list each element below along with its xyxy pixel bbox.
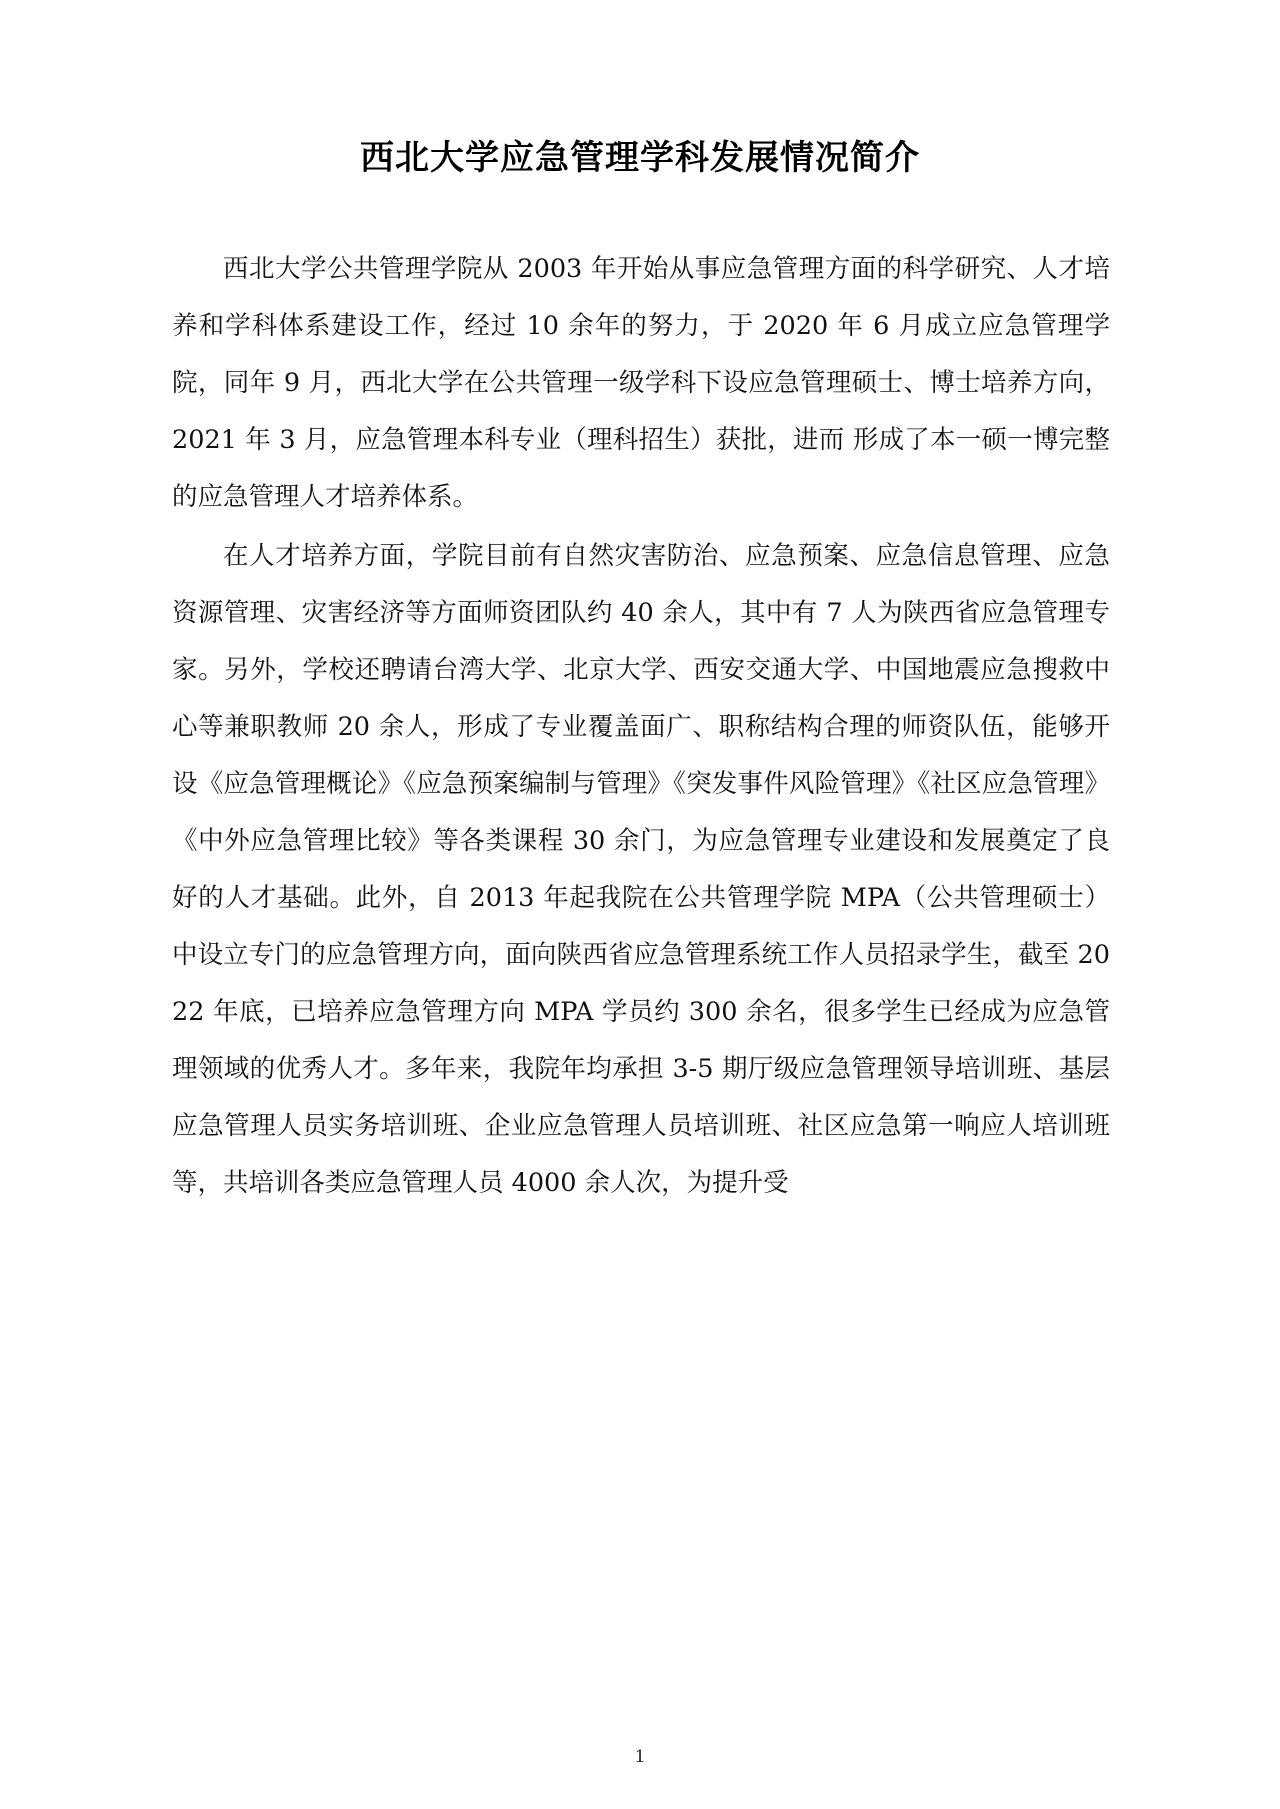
paragraph: 西北大学公共管理学院从 2003 年开始从事应急管理方面的科学研究、人才培养和学科体系建设工作，经过 10 余年的努力，于 2020 年 6 月成立应急管理学院，同年 9 月，西北大学在公共管理一级学科下设应急管理硕士、博士培养方向，2021 年 3 月，应急管理本科专业（理科招生）获批，进而 形成了本一硕一博完整的应急管理人才培养体系。 [172, 254, 1110, 512]
page-title: 西北大学应急管理学科发展情况简介 [360, 138, 920, 178]
document-body [0, 241, 1280, 1212]
page-number: 1 [634, 1747, 646, 1767]
paragraph: 在人才培养方面，学院目前有自然灾害防治、应急预案、应急信息管理、应急资源管理、灾害经济等方面师资团队约 40 余人，其中有 7 人为陕西省应急管理专家。另外，学校还聘请台湾大学、北京大学、西安交通大学、中国地震应急搜救中心等兼职教师 20 余人，形成了专业覆盖面广、职称结构合理的师资队伍，能够开设《应急管理概论》《应急预案编制与管理》《突发事件风险管理》《社区应急管理》《中外应急管理比较》等各类课程 30 余门，为应急管理专业建设和发展奠定了良好的人才基础。此外，自 2013 年起我院在公共管理学院 MPA（公共管理硕士）中设立专门的应急管理方向，面向陕西省应急管理系统工作人员招录学生，截至 2022 年底，已培养应急管理方向 MPA 学员约 300 余名，很多学生已经成为应急管理领域的优秀人才。多年来，我院年均承担 3-5 期厅级应急管理领导培训班、基层应急管理人员实务培训班、企业应急管理人员培训班、社区应急第一响应人培训班等，共培训各类应急管理人员 4000 余人次，为提升受 [172, 541, 1110, 1198]
